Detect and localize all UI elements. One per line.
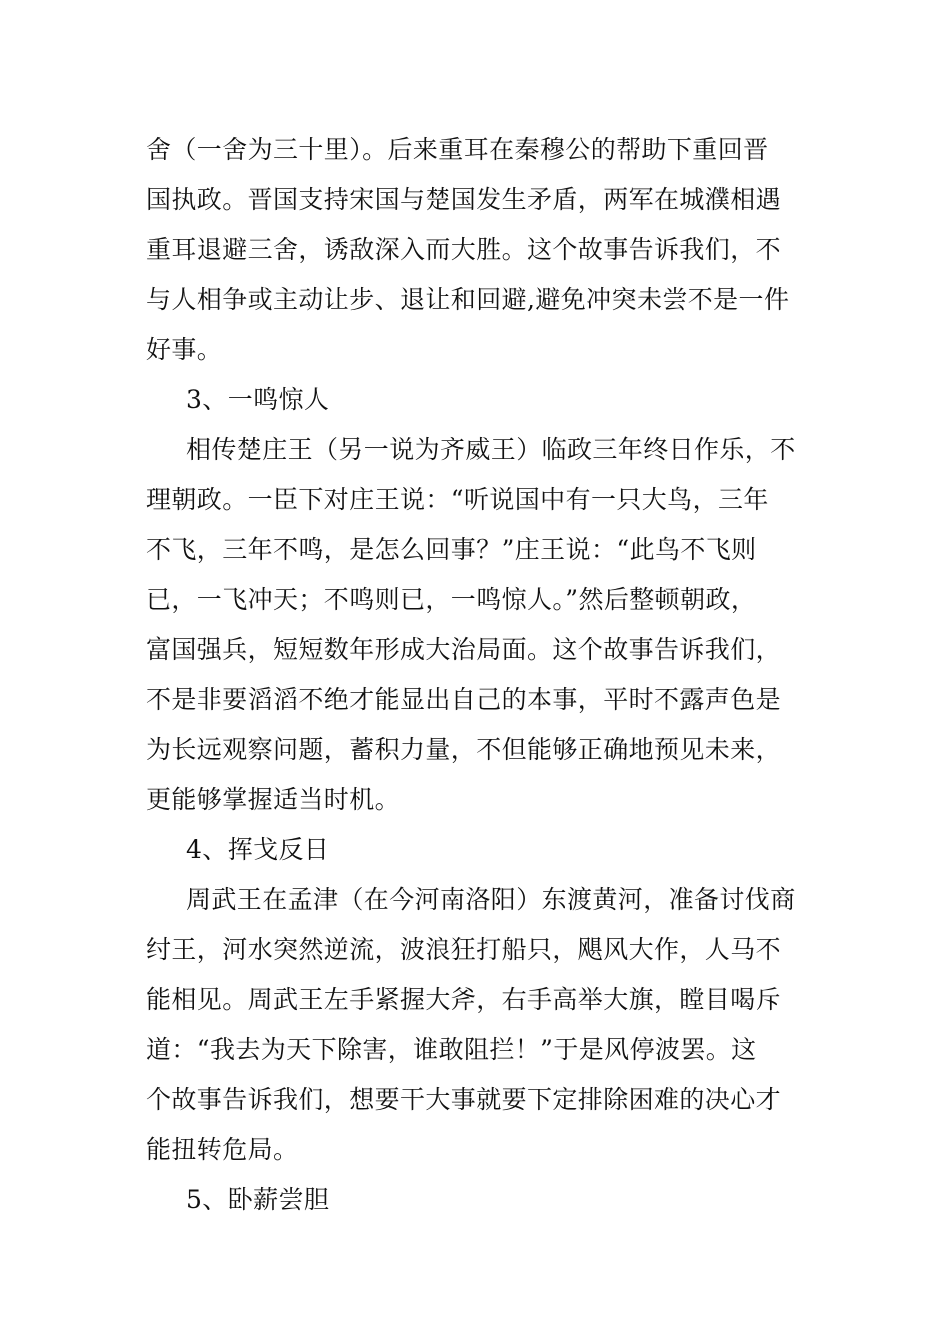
body-text-line: 能扭转危局。 [146,1135,299,1164]
body-text-line: 纣王，河水突然逆流，波浪狂打船只，飓风大作，人马不 [146,935,782,964]
body-text-line: 舍（一舍为三十里）。后来重耳在秦穆公的帮助下重回晋 [146,135,769,164]
section-heading-4: 4、挥戈反日 [186,835,330,864]
section-heading-5: 5、卧薪尝胆 [186,1185,330,1214]
body-text-line: 个故事告诉我们，想要干大事就要下定排除困难的决心才 [146,1085,782,1114]
body-text-line: 与人相争或主动让步、退让和回避,避免冲突未尝不是一件 [146,285,790,314]
body-text-line: 已，一飞冲天；不鸣则已，一鸣惊人。”然后整顿朝政， [146,585,757,614]
section-heading-3: 3、一鸣惊人 [186,385,330,414]
body-text-line: 富国强兵，短短数年形成大治局面。这个故事告诉我们， [146,635,782,664]
body-text-line: 好事。 [146,335,223,364]
body-text-line: 不是非要滔滔不绝才能显出自己的本事，平时不露声色是 [146,685,782,714]
body-text-line: 相传楚庄王（另一说为齐威王）临政三年终日作乐，不 [186,435,796,464]
body-text-line: 更能够掌握适当时机。 [146,785,401,814]
body-text-line: 为长远观察问题，蓄积力量，不但能够正确地预见未来， [146,735,782,764]
body-text-line: 国执政。晋国支持宋国与楚国发生矛盾，两军在城濮相遇 [146,185,782,214]
body-text-line: 能相见。周武王左手紧握大斧，右手高举大旗，瞠目喝斥 [146,985,782,1014]
body-text-line: 道：“我去为天下除害，谁敢阻拦！”于是风停波罢。这 [146,1035,757,1064]
body-text-line: 理朝政。一臣下对庄王说：“听说国中有一只大鸟，三年 [146,485,769,514]
body-text-line: 不飞，三年不鸣，是怎么回事？”庄王说：“此鸟不飞则 [146,535,757,564]
body-text-line: 周武王在孟津（在今河南洛阳）东渡黄河，准备讨伐商 [186,885,796,914]
body-text-line: 重耳退避三舍，诱敌深入而大胜。这个故事告诉我们，不 [146,235,782,264]
